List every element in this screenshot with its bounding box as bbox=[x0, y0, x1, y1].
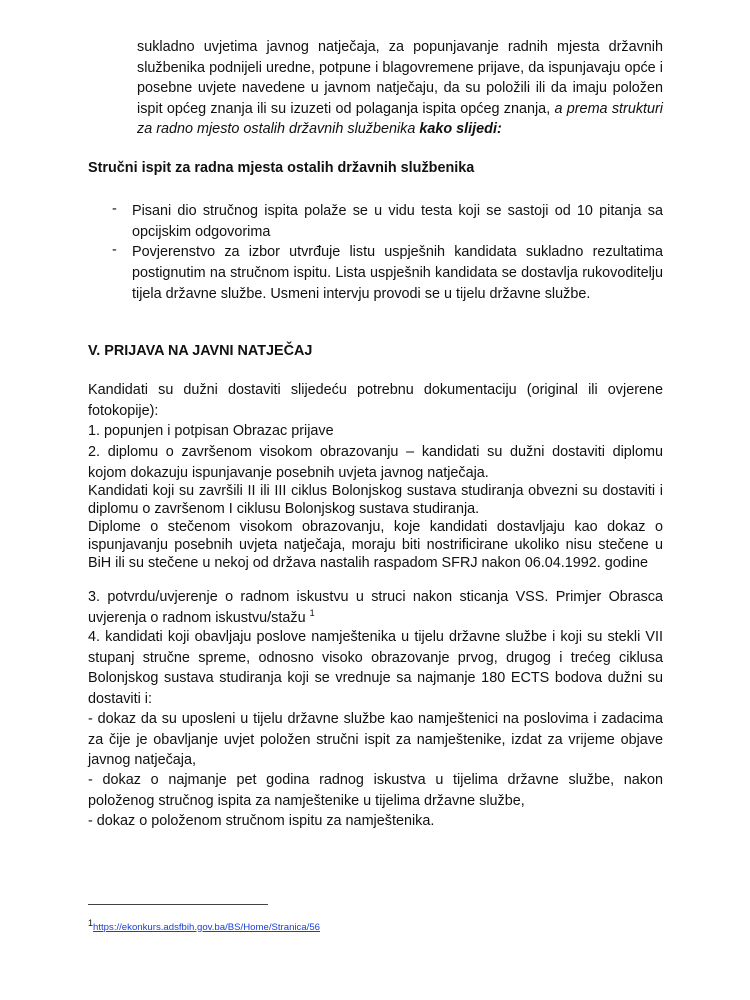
dash-item-3: - dokaz o položenom stručnom ispitu za namještenika. bbox=[88, 813, 435, 829]
footnote-ref[interactable]: 1 bbox=[309, 607, 315, 618]
section-v-heading: V. PRIJAVA NA JAVNI NATJEČAJ bbox=[88, 343, 313, 359]
item-2: 2. diplomu o završenom visokom obrazovanju – kandidati su dužni dostaviti diplomu kojom dokazuju ispunjavanje posebnih uvjeta javnog natječaja. bbox=[88, 444, 663, 481]
item-3 bbox=[88, 587, 663, 628]
footnote-link[interactable]: https://ekonkurs.adsfbih.gov.ba/BS/Home/Stranica/56 bbox=[93, 921, 321, 933]
dash-item-1: - dokaz da su uposleni u tijelu državne službe kao namještenici na poslovima i zadacima za čije je obavljanje uvjet položen stručni ispit za namještenike, izdat za vrijeme objave javnog natječaja, bbox=[88, 711, 663, 768]
intro-italic-text: a prema strukturi za radno mjesto ostalih državnih službenika bbox=[137, 100, 664, 137]
bullet-marker: - bbox=[112, 242, 117, 258]
item-2-bologna: Kandidati koji su završili II ili III ciklus Bolonjskog sustava studiranja obvezni su dostaviti i diplomu o završenom I ciklusu Bolonjskog sustava studiranja. bbox=[88, 483, 663, 517]
item-1: 1. popunjen i potpisan Obrazac prijave bbox=[88, 423, 334, 439]
dash-item-2: - dokaz o najmanje pet godina radnog iskustva u tijelima državne službe, nakon položenog stručnog ispita za namještenike u tijelima državne službe, bbox=[88, 772, 663, 809]
footnote-number: 1 bbox=[88, 917, 94, 928]
intro-text: sukladno uvjetima javnog natječaja, za popunjavanje radnih mjesta državnih službenika podnijeli uredne, potpune i blagovremene prijave, da ispunjavaju opće i posebne uvjete navedene u javnom natječaju, da su položili ili da imaju položen ispit općeg znanja ili su izuzeti od polaganja ispita općeg znanja, bbox=[137, 39, 663, 117]
exam-bullet-1: Pisani dio stručnog ispita polaže se u vidu testa koji se sastoji od 10 pitanja sa opcijskim odgovorima bbox=[132, 203, 663, 240]
intro-bold-italic-text: kako slijedi: bbox=[419, 121, 502, 137]
exam-bullet-2: Povjerenstvo za izbor utvrđuje listu uspješnih kandidata sukladno rezultatima postignutim na stručnom ispitu. Lista uspješnih kandidata se dostavlja rukovoditelju tijela državne službe. Usmeni intervju provodi se u tijelu državne službe. bbox=[132, 244, 663, 302]
exam-heading: Stručni ispit za radna mjesta ostalih državnih službenika bbox=[88, 160, 475, 176]
section-v-intro: Kandidati su dužni dostaviti slijedeću potrebnu dokumentaciju (original ili ovjerene fotokopije): bbox=[88, 382, 663, 419]
item-3-text: 3. potvrdu/uvjerenje o radnom iskustvu u struci nakon sticanja VSS. Primjer Obrasca uvjerenja o radnom iskustvu/stažu bbox=[88, 589, 663, 626]
bullet-marker: - bbox=[112, 201, 117, 217]
footnote-divider bbox=[88, 904, 268, 905]
intro-paragraph bbox=[137, 37, 663, 140]
item-4: 4. kandidati koji obavljaju poslove namještenika u tijelu državne službe i koji su stekli VII stupanj stručne spreme, odnosno visoko obrazovanje prvog, drugog i trećeg ciklusa Bolonjskog sustava studiranja koji se vrednuje sa najmanje 180 ECTS bodova dužni su dostaviti i: bbox=[88, 629, 663, 707]
item-2-nostrification: Diplome o stečenom visokom obrazovanju, koje kandidati dostavljaju kao dokaz o ispunjavanju posebnih uvjeta natječaja, moraju biti nostrificirane ukoliko nisu stečene u BiH ili su stečene u nekoj od država nastalih raspadom SFRJ nakon 06.04.1992. godine bbox=[88, 519, 663, 571]
footnote bbox=[88, 917, 321, 933]
